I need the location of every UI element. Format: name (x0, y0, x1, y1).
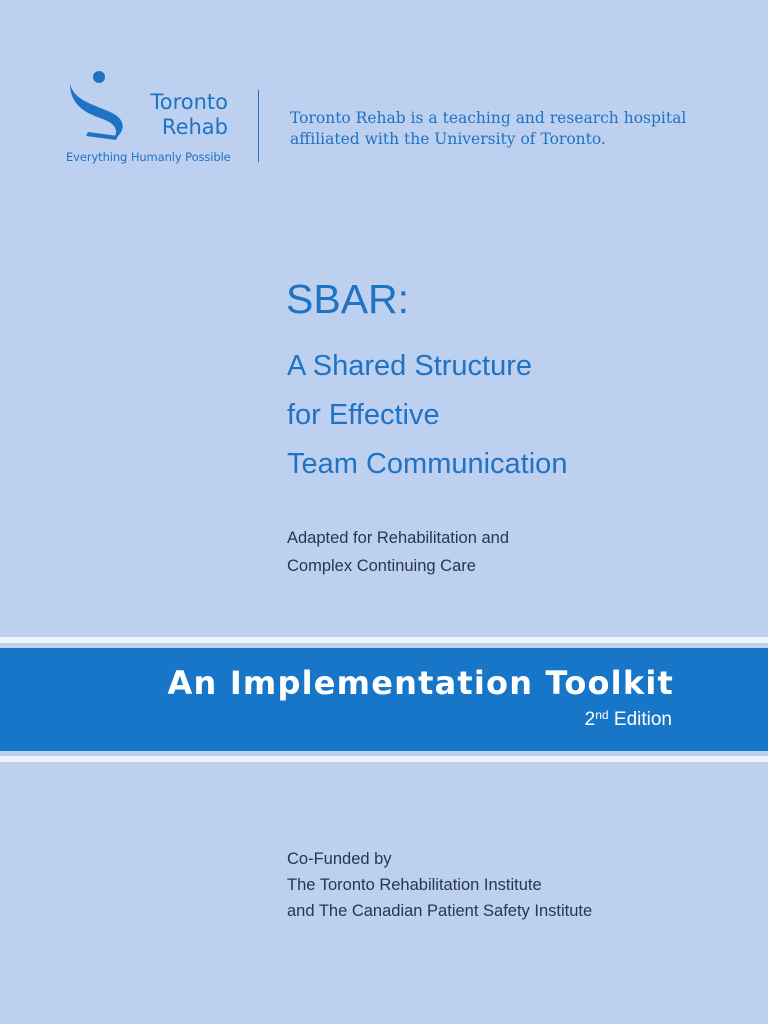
banner-title: An Implementation Toolkit (167, 664, 674, 702)
edition-number: 2 (584, 709, 596, 730)
adapted-line: Complex Continuing Care (287, 557, 476, 575)
toolkit-banner (0, 648, 768, 751)
funding-line: and The Canadian Patient Safety Institute (287, 902, 593, 920)
affiliation-line: affiliated with the University of Toronto. (290, 130, 606, 148)
banner-stripe-bottom (0, 756, 768, 762)
edition-word: Edition (613, 709, 672, 730)
affiliation-text (290, 108, 686, 150)
edition-label (585, 708, 672, 731)
logo-name-line2: Rehab (161, 115, 228, 139)
subtitle-line: A Shared Structure (287, 350, 533, 382)
funding-note (287, 846, 592, 924)
adapted-note (287, 524, 509, 580)
adapted-line: Adapted for Rehabilitation and (287, 529, 509, 547)
banner-stripe-top (0, 637, 768, 643)
page-title: SBAR: (286, 276, 410, 322)
logo-name (138, 90, 228, 140)
person-swoosh-icon (64, 68, 134, 142)
edition-suffix: nd (595, 708, 609, 722)
subtitle-line: for Effective (287, 399, 440, 431)
funding-line: The Toronto Rehabilitation Institute (287, 876, 542, 894)
logo-tagline: Everything Humanly Possible (66, 150, 231, 164)
logo-divider (258, 90, 259, 162)
funding-line: Co-Funded by (287, 850, 392, 868)
page-subtitle (287, 342, 567, 489)
logo-name-line1: Toronto (150, 90, 228, 114)
subtitle-line: Team Communication (287, 448, 568, 480)
affiliation-line: Toronto Rehab is a teaching and research hospital (290, 109, 687, 127)
